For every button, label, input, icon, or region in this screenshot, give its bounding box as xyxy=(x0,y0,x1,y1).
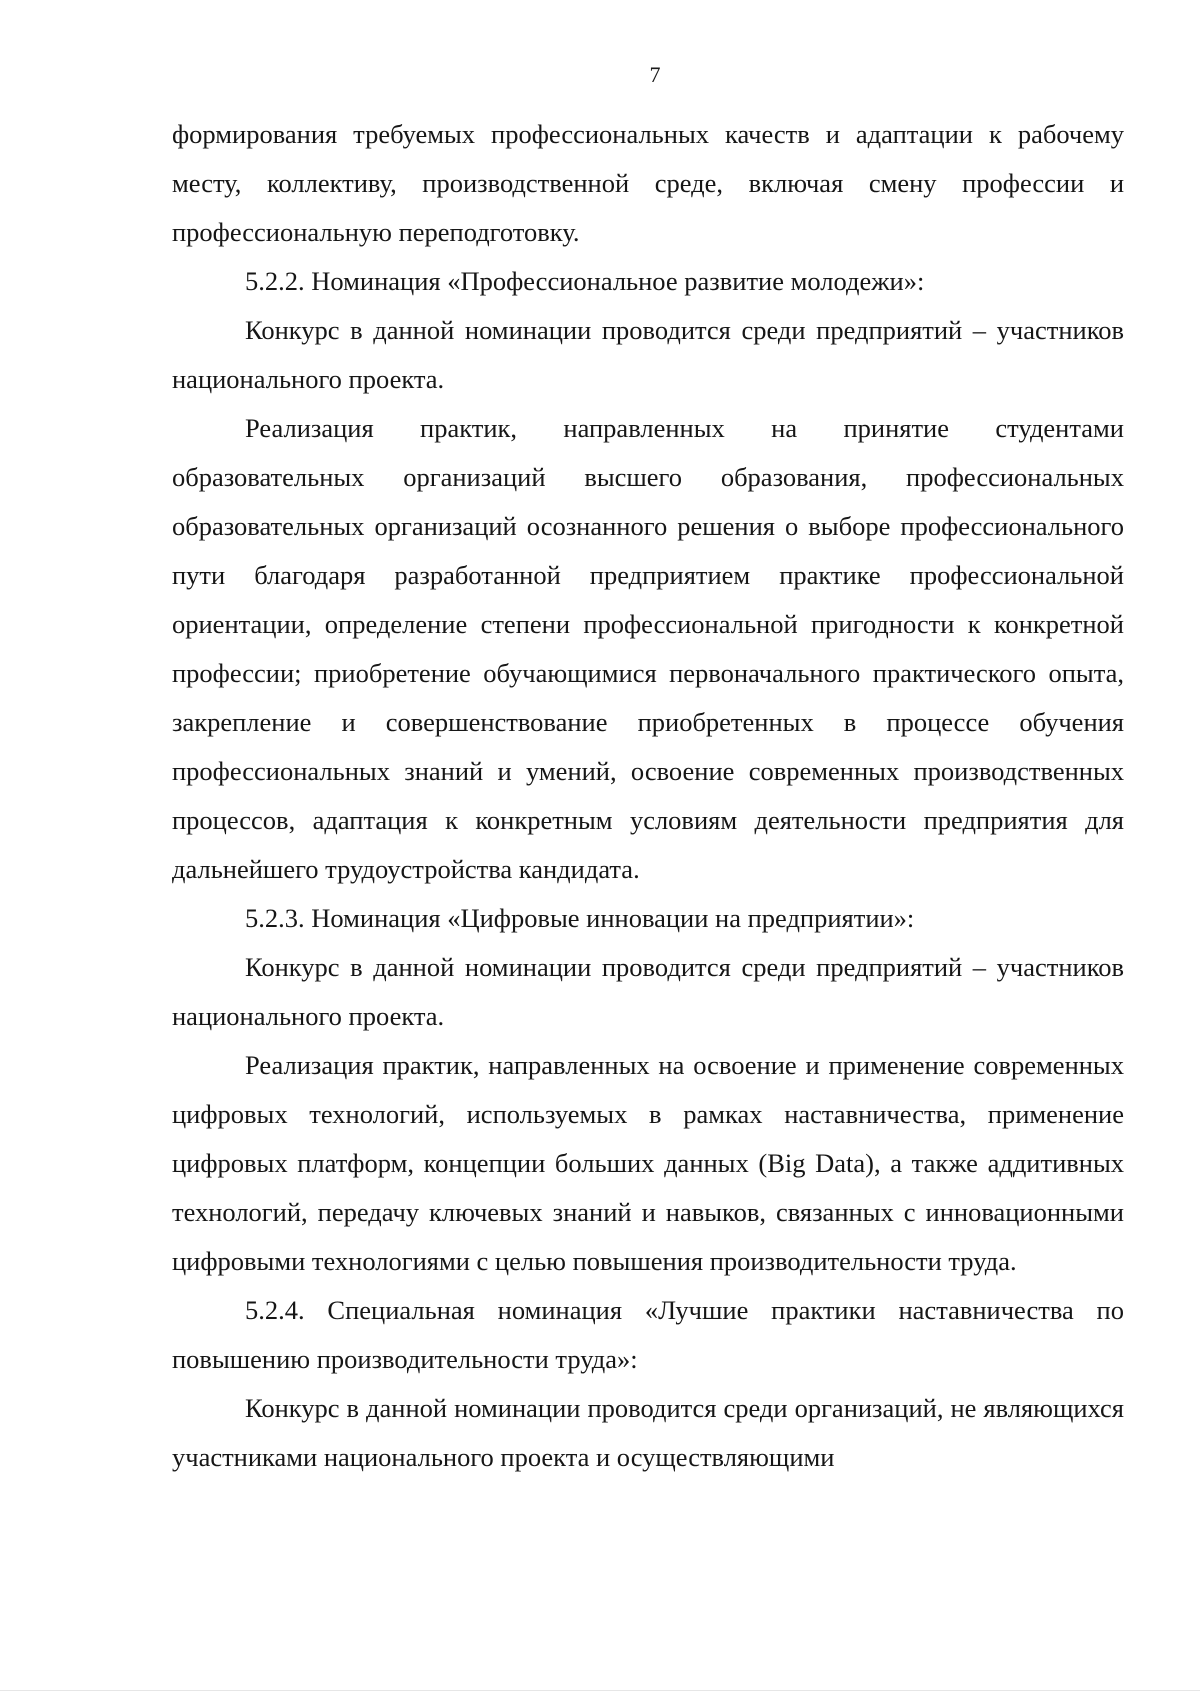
heading-5-2-2: 5.2.2. Номинация «Профессиональное развитие молодежи»: xyxy=(245,266,925,296)
page-bottom-edge xyxy=(0,1690,1200,1691)
paragraph-5-2-3-scope: Конкурс в данной номинации проводится среди предприятий – участников национального проекта. xyxy=(172,952,1124,1031)
heading-5-2-3: 5.2.3. Номинация «Цифровые инновации на предприятии»: xyxy=(245,903,915,933)
paragraph-5-2-4-scope: Конкурс в данной номинации проводится среди организаций, не являющихся участниками национального проекта и осуществляющими xyxy=(172,1393,1124,1472)
document-body xyxy=(172,110,1124,1482)
paragraph-5-2-2-scope: Конкурс в данной номинации проводится среди предприятий – участников национального проекта. xyxy=(172,315,1124,394)
paragraph-5-2-2-description: Реализация практик, направленных на принятие студентами образовательных организаций высшего образования, профессиональных образовательных организаций осознанного решения о выборе профессионального пути благодаря разработанной предприятием практике профессиональной ориентации, определение степени профессиональной пригодности к конкретной профессии; приобретение обучающимися первоначального практического опыта, закрепление и совершенствование приобретенных в процессе обучения профессиональных знаний и умений, освоение современных производственных процессов, адаптация к конкретным условиям деятельности предприятия для дальнейшего трудоустройства кандидата. xyxy=(172,413,1124,884)
heading-5-2-4: 5.2.4. Специальная номинация «Лучшие практики наставничества по повышению производительности труда»: xyxy=(172,1295,1124,1374)
paragraph-5-2-3-description: Реализация практик, направленных на освоение и применение современных цифровых технологий, используемых в рамках наставничества, применение цифровых платформ, концепции больших данных (Big Data), а также аддитивных технологий, передачу ключевых знаний и навыков, связанных с инновационными цифровыми технологиями с целью повышения производительности труда. xyxy=(172,1050,1124,1276)
page-number: 7 xyxy=(649,62,661,87)
paragraph-continuation: формирования требуемых профессиональных качеств и адаптации к рабочему месту, коллективу, производственной среде, включая смену профессии и профессиональную переподготовку. xyxy=(172,119,1124,247)
